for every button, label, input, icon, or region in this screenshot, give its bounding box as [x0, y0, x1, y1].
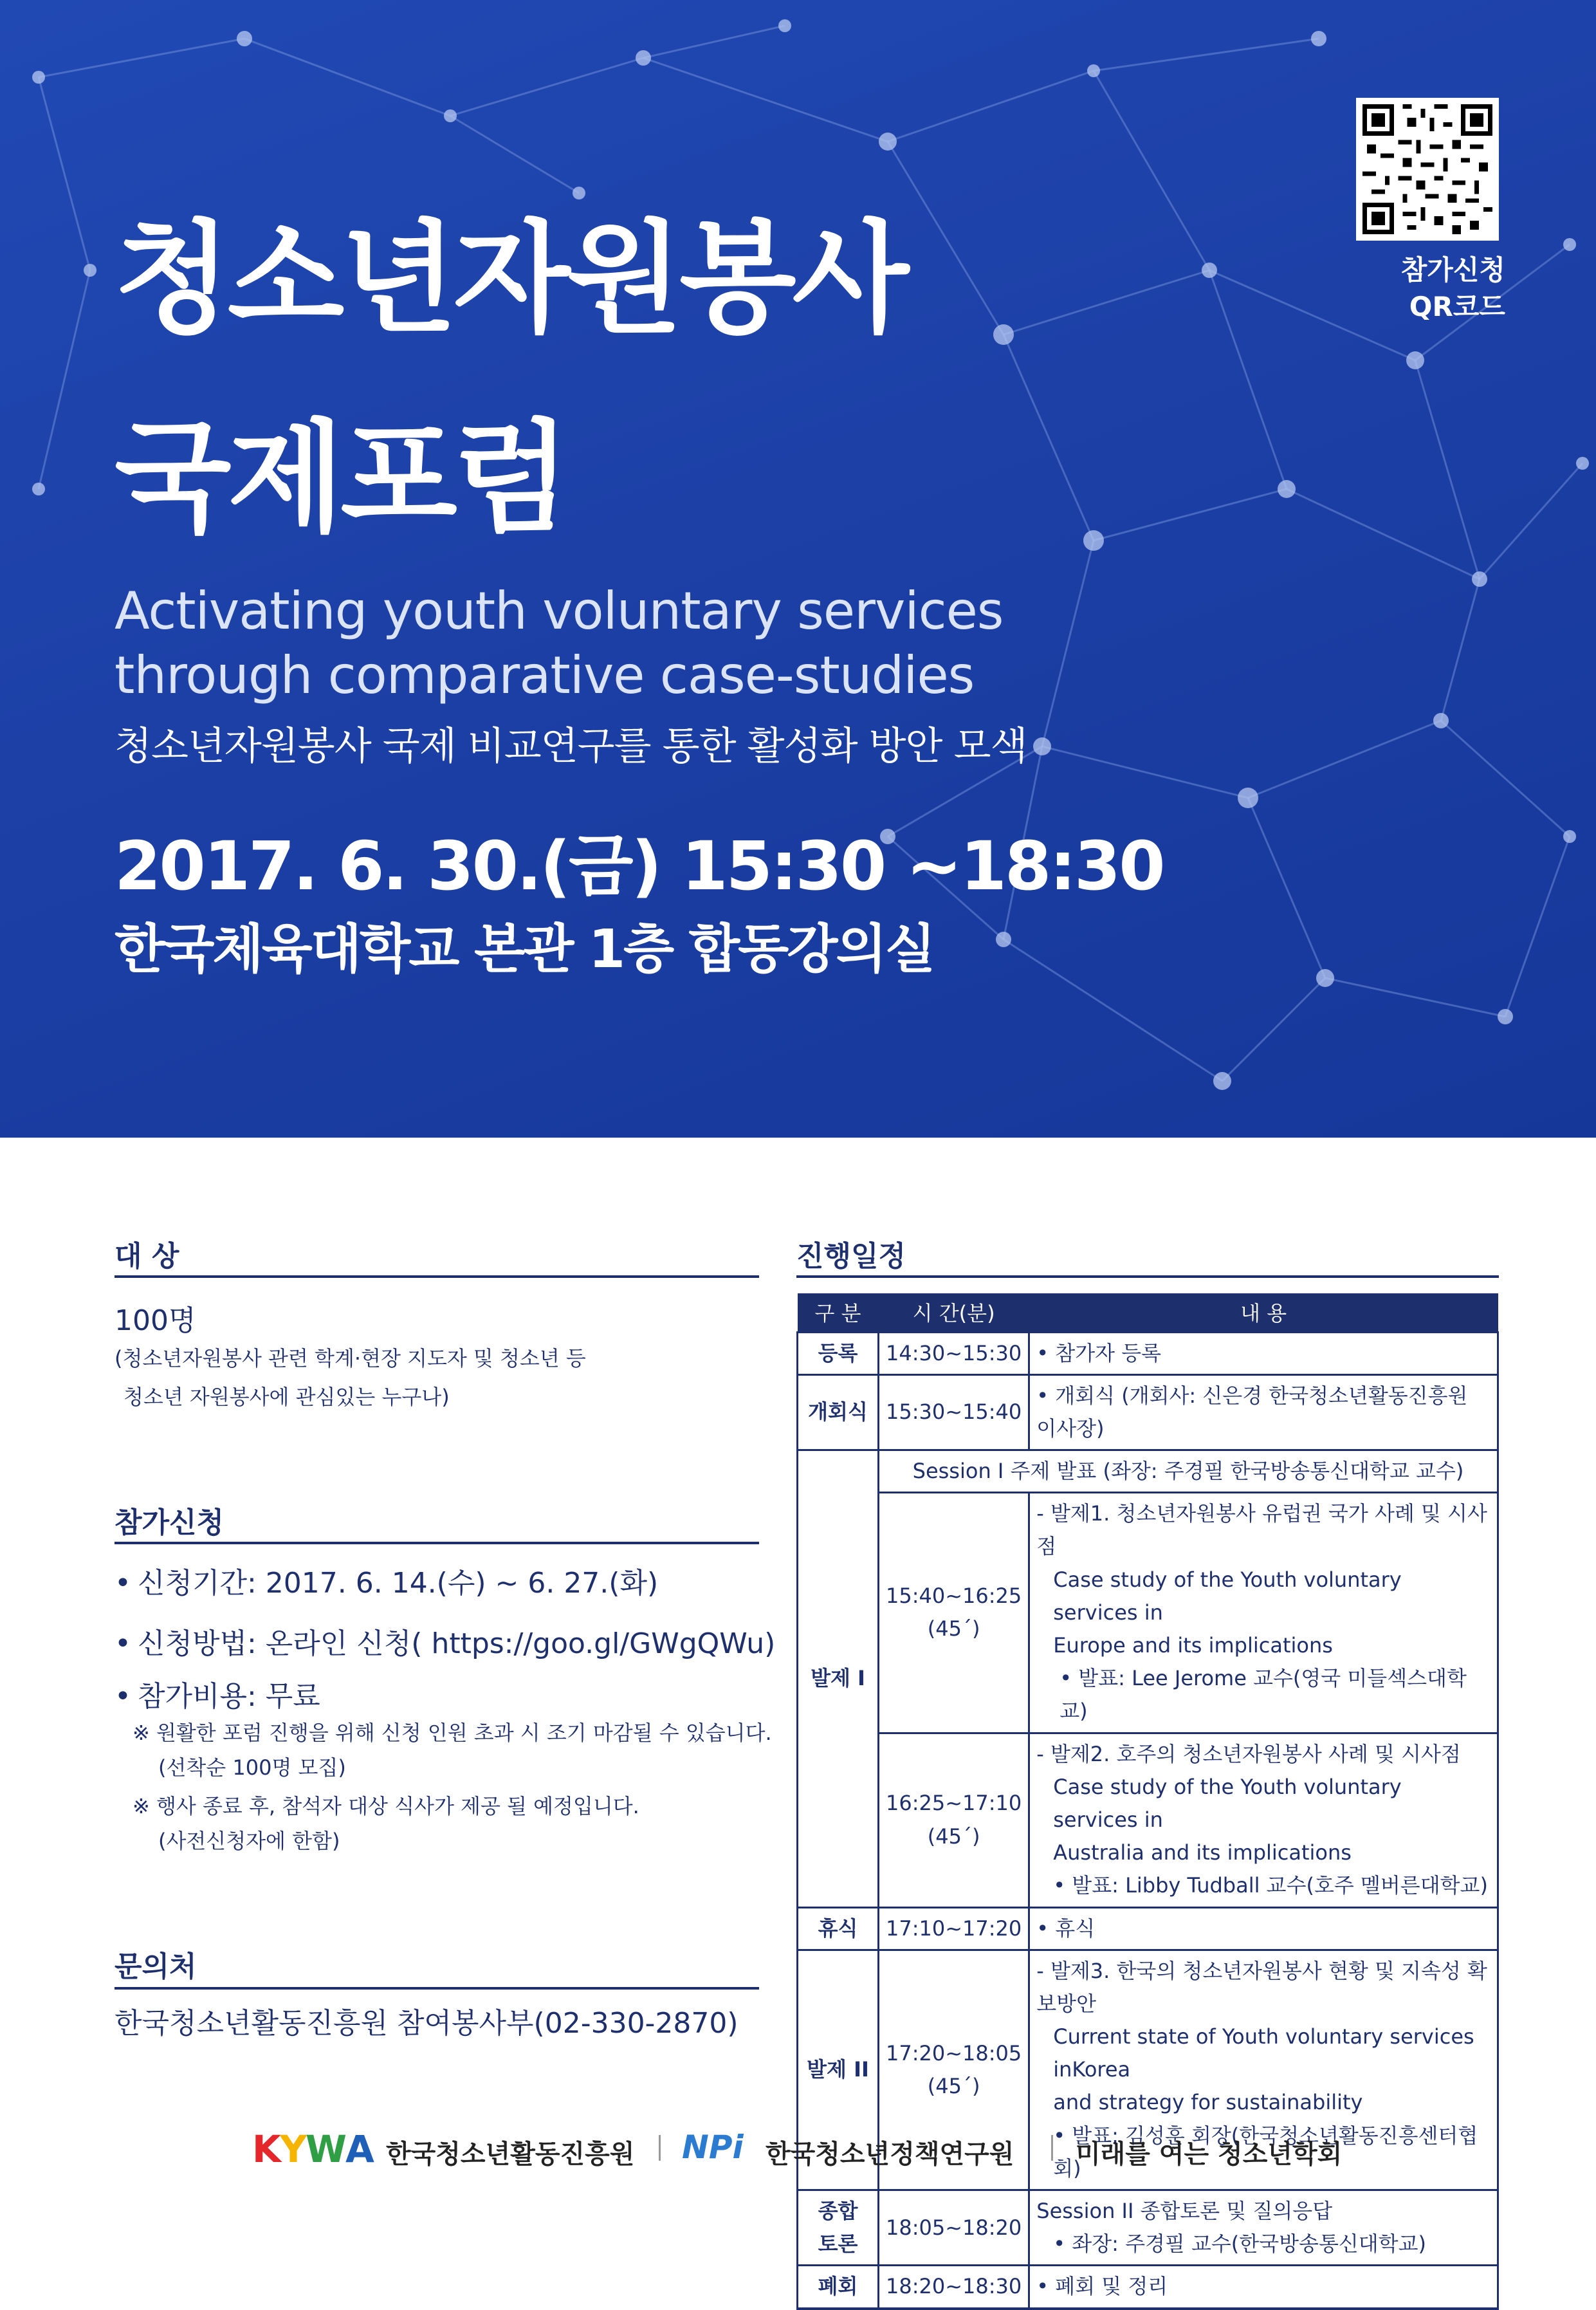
presentation2-time: 16:25~17:10: [886, 1791, 1022, 1816]
footer-separator: [659, 2135, 661, 2161]
row-time: 15:30~15:40: [879, 1374, 1029, 1450]
row-time: 14:30~15:30: [879, 1332, 1029, 1374]
row-time: 18:05~18:20: [879, 2190, 1029, 2266]
table-row: [798, 1733, 1498, 1907]
row-division: 등록: [798, 1332, 879, 1374]
row-content: • 개회식 (개회사: 신은경 한국청소년활동진흥원 이사장): [1029, 1374, 1498, 1450]
row-content: [1029, 1493, 1498, 1733]
contact-section-divider: [115, 1987, 759, 1990]
row-division: 발제 II: [798, 1950, 879, 2190]
row-time: 17:10~17:20: [879, 1907, 1029, 1950]
kywa-letter-w: W: [305, 2127, 345, 2171]
kywa-letter-y: Y: [279, 2127, 306, 2171]
target-section-divider: [115, 1275, 759, 1278]
presentation1-duration: (45´): [927, 1616, 980, 1641]
event-venue: 한국체육대학교 본관 1층 합동강의실: [115, 919, 934, 980]
header-content: 내 용: [1029, 1293, 1498, 1332]
registration-fee-text: 참가비용: 무료: [137, 1680, 320, 1713]
row-content: [1029, 1733, 1498, 1907]
contact-text: 한국청소년활동진흥원 참여봉사부(02-330-2870): [115, 2007, 738, 2040]
qr-label-line1: 참가신청: [1400, 254, 1505, 286]
registration-period: [115, 1560, 658, 1601]
kywa-logo: [252, 2127, 373, 2171]
table-row: [798, 1332, 1498, 1374]
forum-title-line2: 국제포럼: [115, 408, 567, 549]
presentation3-english-line1: Current state of Youth voluntary services inKorea: [1053, 2024, 1474, 2082]
qr-code-label: [1351, 252, 1505, 325]
forum-title-line1: 청소년자원봉사: [115, 208, 906, 349]
hero-banner: [0, 0, 1596, 1138]
registration-note2-line2: (사전신청자에 한함): [158, 1829, 340, 1853]
table-row: [798, 1374, 1498, 1450]
row-division: [798, 2190, 879, 2266]
session1-header: Session I 주제 발표 (좌장: 주경필 한국방송통신대학교 교수): [879, 1450, 1498, 1493]
presentation1-english-line2: Europe and its implications: [1053, 1633, 1333, 1658]
qr-code-icon[interactable]: [1356, 98, 1499, 241]
registration-note2-line1: ※ 행사 종료 후, 참석자 대상 식사가 제공 될 예정입니다.: [133, 1794, 639, 1818]
bullet-icon: •: [115, 1680, 131, 1713]
registration-section-divider: [115, 1542, 759, 1544]
registration-method[interactable]: [115, 1620, 775, 1661]
presentation3-speaker: • 발표: 김성훈 회장(한국청소년활동진흥센터협회): [1053, 2123, 1478, 2181]
footer-separator: [1051, 2135, 1053, 2161]
target-count: 100명: [115, 1304, 196, 1337]
presentation1-time: 15:40~16:25: [886, 1584, 1022, 1609]
registration-note1-line1: ※ 원활한 포럼 진행을 위해 신청 인원 초과 시 조기 마감될 수 있습니다.: [133, 1721, 772, 1745]
row-division: 발제 I: [798, 1450, 879, 1907]
english-subtitle-line2: through comparative case-studies: [115, 645, 975, 705]
row-division: 폐회: [798, 2266, 879, 2309]
table-row: [798, 1907, 1498, 1950]
row-division: 휴식: [798, 1907, 879, 1950]
registration-section-title: 참가신청: [115, 1506, 225, 1539]
kywa-letter-k: K: [252, 2127, 280, 2171]
footer-logos: [0, 2122, 1596, 2174]
target-section-title: 대 상: [115, 1240, 179, 1273]
presentation2-english-line1: Case study of the Youth voluntary services in: [1053, 1774, 1402, 1832]
korean-subtitle: 청소년자원봉사 국제 비교연구를 통한 활성화 방안 모색: [115, 724, 1027, 769]
schedule-section-divider: [796, 1275, 1499, 1278]
schedule-section-title: 진행일정: [796, 1240, 906, 1273]
table-row: [798, 1493, 1498, 1733]
presentation2-duration: (45´): [927, 1824, 980, 1849]
npi-logo: NPi: [682, 2129, 744, 2166]
presentation3-title: - 발제3. 한국의 청소년자원봉사 현황 및 지속성 확보방안: [1036, 1958, 1487, 2016]
table-row: [798, 1450, 1498, 1493]
registration-period-text: 신청기간: 2017. 6. 14.(수) ~ 6. 27.(화): [137, 1567, 659, 1600]
target-description-line2: 청소년 자원봉사에 관심있는 누구나): [124, 1385, 450, 1409]
org-kywa-name: 한국청소년활동진흥원: [386, 2139, 635, 2169]
discussion-title: Session II 종합토론 및 질의응답: [1036, 2199, 1333, 2223]
presentation3-english-line2: and strategy for sustainability: [1053, 2090, 1363, 2115]
event-date: 2017. 6. 30.(금) 15:30 ~18:30: [115, 827, 1164, 905]
presentation2-title: - 발제2. 호주의 청소년자원봉사 사례 및 시사점: [1036, 1741, 1461, 1766]
row-time: 18:20~18:30: [879, 2266, 1029, 2309]
target-description-line1: (청소년자원봉사 관련 학계·현장 지도자 및 청소년 등: [115, 1346, 586, 1371]
presentation1-speaker: • 발표: Lee Jerome 교수(영국 미들섹스대학교): [1059, 1666, 1467, 1724]
org-npi-name: 한국청소년정책연구원: [766, 2139, 1014, 2169]
registration-note1-line2: (선착순 100명 모집): [158, 1755, 346, 1780]
english-subtitle-line1: Activating youth voluntary services: [115, 581, 1004, 641]
row-content: • 참가자 등록: [1029, 1332, 1498, 1374]
row-division: 개회식: [798, 1374, 879, 1450]
header-division: 구 분: [798, 1293, 879, 1332]
registration-method-link[interactable]: 신청방법: 온라인 신청( https://goo.gl/GWgQWu): [137, 1627, 776, 1660]
row-content: [1029, 2190, 1498, 2266]
bullet-icon: •: [115, 1567, 131, 1600]
row-content: • 휴식: [1029, 1907, 1498, 1950]
presentation1-title: - 발제1. 청소년자원봉사 유럽권 국가 사례 및 시사점: [1036, 1501, 1487, 1559]
discussion-moderator: • 좌장: 주경필 교수(한국방송통신대학교): [1053, 2231, 1426, 2257]
registration-fee: [115, 1673, 320, 1714]
presentation3-duration: (45´): [927, 2073, 980, 2098]
discussion-division-line2: 토론: [818, 2231, 858, 2257]
qr-label-line2: QR코드: [1409, 290, 1505, 322]
presentation1-english-line1: Case study of the Youth voluntary services in: [1053, 1567, 1402, 1625]
presentation2-english-line2: Australia and its implications: [1053, 1840, 1352, 1865]
row-time: [879, 1733, 1029, 1907]
presentation2-speaker: • 발표: Libby Tudball 교수(호주 멜버른대학교): [1053, 1873, 1488, 1898]
schedule-header-row: [798, 1293, 1498, 1332]
table-row: [798, 2190, 1498, 2266]
table-row: [798, 2266, 1498, 2309]
header-time: 시 간(분): [879, 1293, 1029, 1332]
bullet-icon: •: [115, 1627, 131, 1660]
discussion-division-line1: 종합: [818, 2199, 858, 2223]
kywa-letter-a: A: [345, 2127, 373, 2171]
presentation3-time: 17:20~18:05: [886, 2040, 1022, 2065]
contact-section-title: 문의처: [115, 1950, 197, 1983]
row-content: • 폐회 및 정리: [1029, 2266, 1498, 2309]
org-society-name: 미래를 여는 청소년학회: [1076, 2139, 1343, 2169]
row-time: [879, 1493, 1029, 1733]
